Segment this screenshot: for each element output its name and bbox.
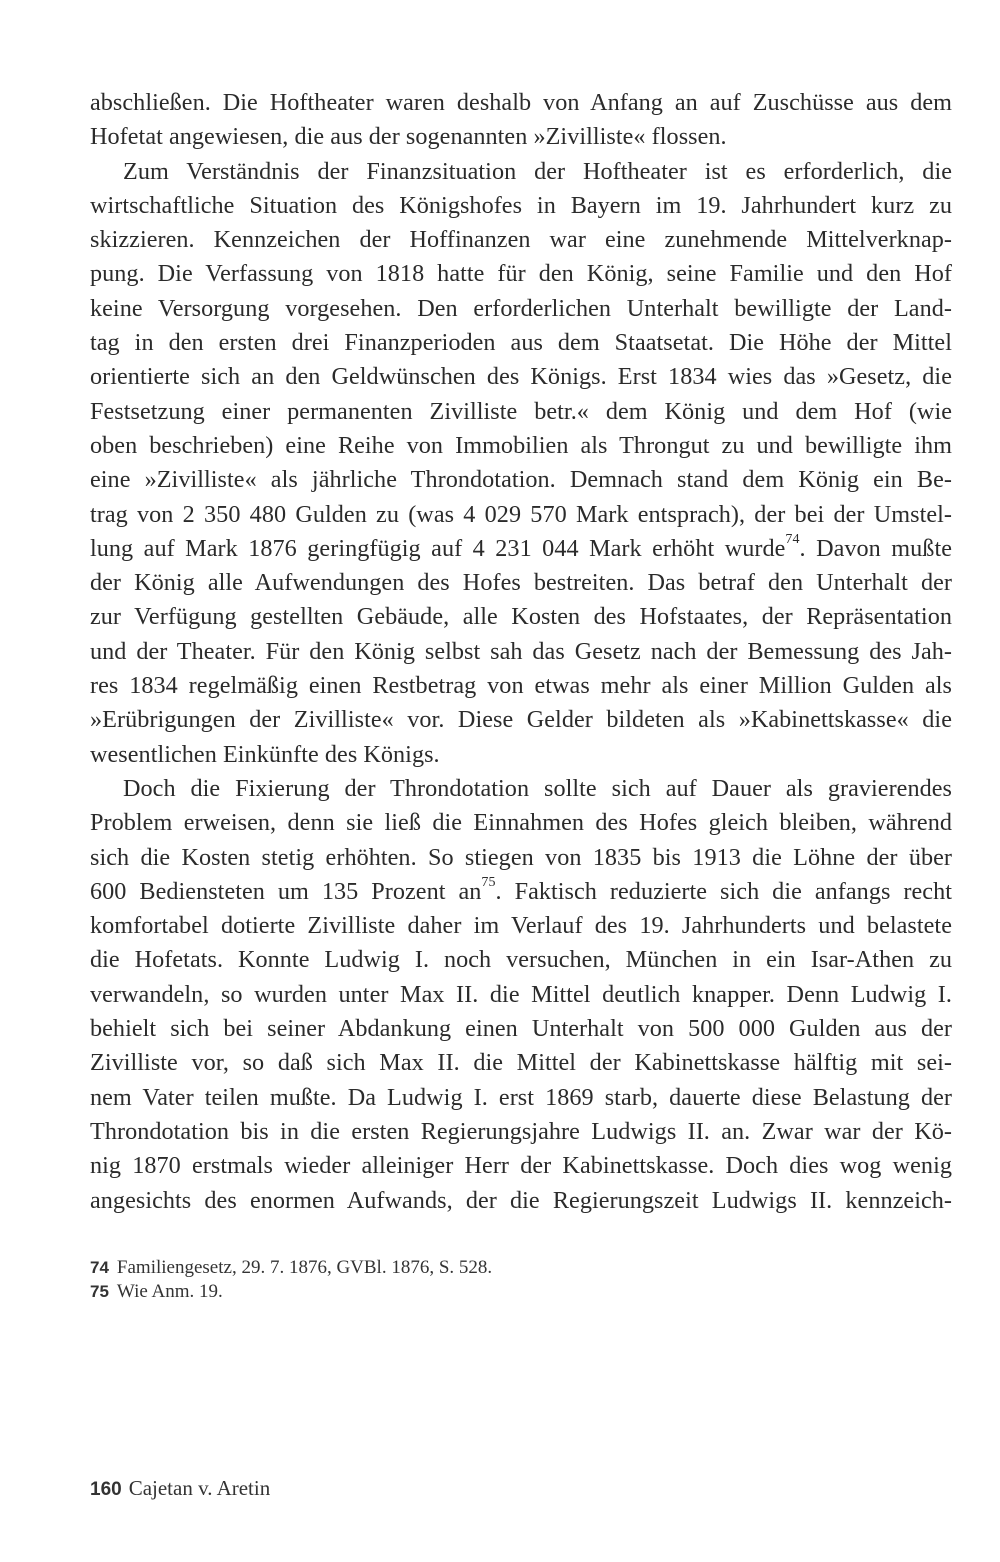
text-line: zur Verfügung gestellten Gebäude, alle Kosten des Hofstaates, der Repräsentation [90,603,952,631]
footnote-75 [90,1280,952,1304]
text-line: abschließen. Die Hoftheater waren deshalb von Anfang an auf Zuschüsse aus dem [90,89,952,116]
text-line: der König alle Aufwendungen des Hofes bestreiten. Das betraf den Unterhalt der [90,569,952,597]
footnote-text: Wie Anm. 19. [116,1281,223,1302]
text-line: tag in den ersten drei Finanzperioden aus dem Staatsetat. Die Höhe der Mittel [90,329,952,357]
text-segment: . Faktisch reduzierte sich die anfangs recht [495,877,952,905]
text-line: angesichts des enormen Aufwands, der die Regierungszeit Ludwigs II. kennzeich- [90,1186,952,1214]
text-segment: lung auf Mark 1876 geringfügig auf 4 231 044 Mark erhöht wurde [90,534,786,562]
text-line [90,875,952,909]
footnote-number: 74 [90,1258,109,1277]
page-footer [90,1476,270,1501]
footnote-number: 75 [90,1282,109,1301]
text-line: wesentlichen Einkünfte des Königs. [90,740,440,768]
text-line: verwandeln, so wurden unter Max II. die Mittel deutlich knapper. Denn Ludwig I. [90,980,952,1008]
text-line: skizzieren. Kennzeichen der Hoffinanzen war eine zunehmende Mittelverknap- [90,226,952,254]
running-author: Cajetan v. Aretin [128,1476,271,1500]
text-line: Zum Verständnis der Finanzsituation der Hoftheater ist es erforderlich, die [123,157,952,185]
text-line: keine Versorgung vorgesehen. Den erforderlichen Unterhalt bewilligte der Land- [90,294,952,322]
text-line: Hofetat angewiesen, die aus der sogenannten »Zivilliste« flossen. [90,123,727,151]
text-line: behielt sich bei seiner Abdankung einen Unterhalt von 500 000 Gulden aus der [90,1015,952,1043]
text-line: sich die Kosten stetig erhöhten. So stiegen von 1835 bis 1913 die Löhne der über [90,843,952,871]
text-line: Throndotation bis in die ersten Regierungsjahre Ludwigs II. an. Zwar war der Kö- [90,1117,952,1145]
footnotes [90,1256,952,1304]
text-line: Doch die Fixierung der Throndotation sollte sich auf Dauer als gravierendes [123,774,952,802]
footnote-ref-75: 75 [481,874,496,890]
text-line [90,532,952,566]
text-line: pung. Die Verfassung von 1818 hatte für den König, seine Familie und den Hof [90,260,952,288]
text-line: wirtschaftliche Situation des Königshofes in Bayern im 19. Jahrhundert kurz zu [90,191,952,219]
main-text [90,86,952,1218]
text-line: eine »Zivilliste« als jährliche Throndotation. Demnach stand dem König ein Be- [90,466,952,494]
text-line: res 1834 regelmäßig einen Restbetrag von etwas mehr als einer Million Gulden als [90,672,952,700]
text-line: oben beschrieben) eine Reihe von Immobilien als Throngut zu und bewilligte ihm [90,431,952,459]
text-segment: . Davon mußte [799,534,952,562]
footnote-text: Familiengesetz, 29. 7. 1876, GVBl. 1876, S. 528. [116,1257,493,1278]
text-line: Zivilliste vor, so daß sich Max II. die Mittel der Kabinettskasse hälftig mit sei- [90,1049,952,1077]
text-line: nig 1870 erstmals wieder alleiniger Herr der Kabinettskasse. Doch dies wog wenig [90,1152,952,1180]
text-line: »Erübrigungen der Zivilliste« vor. Diese Gelder bildeten als »Kabinettskasse« die [90,706,952,734]
text-line: trag von 2 350 480 Gulden zu (was 4 029 570 Mark entsprach), der bei der Umstel- [90,500,952,528]
text-segment: 600 Bediensteten um 135 Prozent an [90,877,482,905]
text-line: komfortabel dotierte Zivilliste daher im Verlauf des 19. Jahrhunderts und belastete [90,912,952,940]
text-line: Festsetzung einer permanenten Zivilliste betr.« dem König und dem Hof (wie [90,397,952,425]
text-line: Problem erweisen, denn sie ließ die Einnahmen des Hofes gleich bleiben, während [90,809,952,837]
text-line: die Hofetats. Konnte Ludwig I. noch versuchen, München in ein Isar-Athen zu [90,946,952,974]
text-line: orientierte sich an den Geldwünschen des Königs. Erst 1834 wies das »Gesetz, die [90,363,952,391]
footnote-ref-74: 74 [785,531,800,547]
page-number: 160 [90,1479,122,1500]
text-line: nem Vater teilen mußte. Da Ludwig I. erst 1869 starb, dauerte diese Belastung der [90,1083,952,1111]
text-line: und der Theater. Für den König selbst sah das Gesetz nach der Bemessung des Jah- [90,637,952,665]
footnote-74 [90,1256,952,1280]
